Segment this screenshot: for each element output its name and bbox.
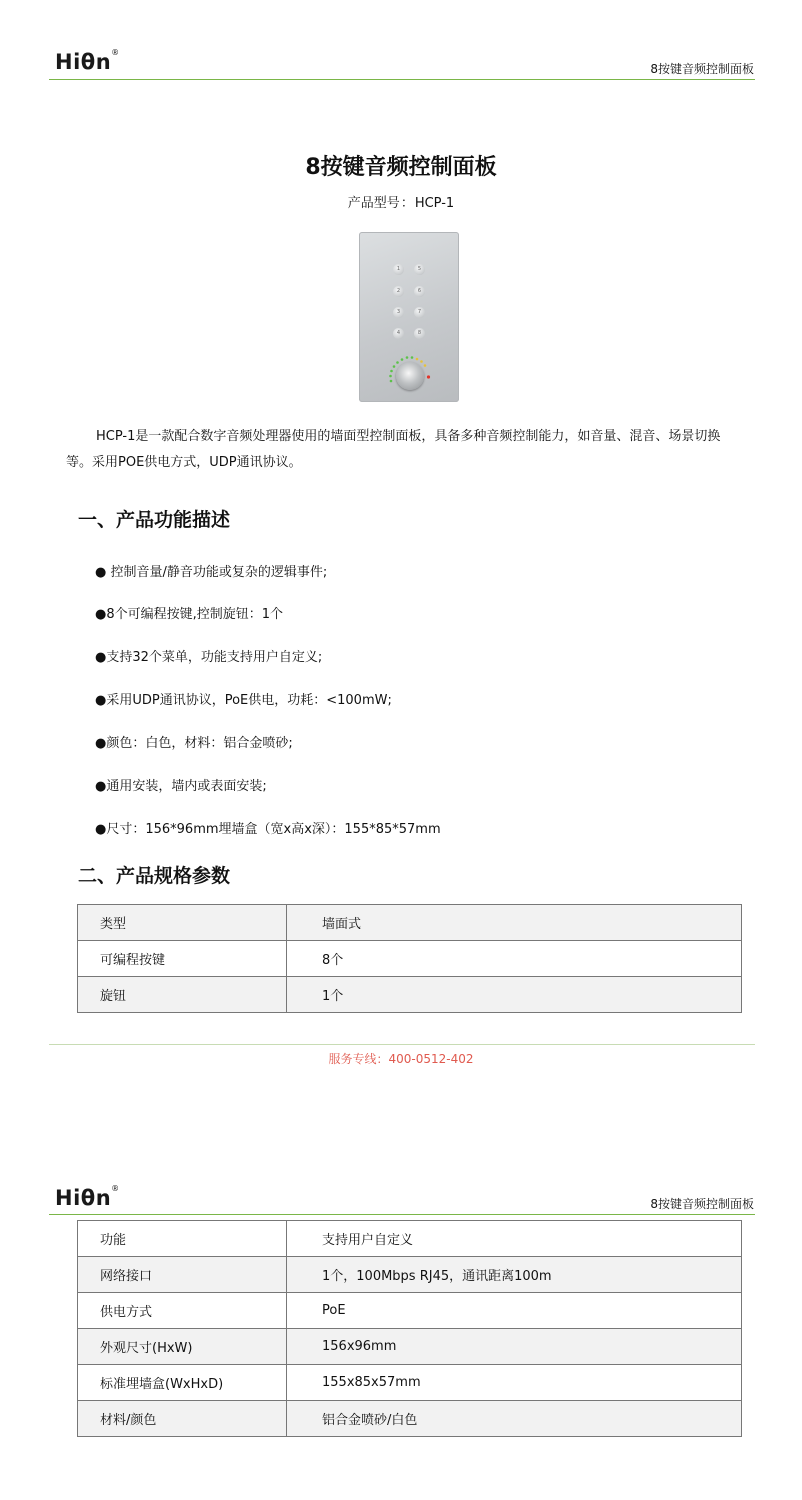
panel-button-1: 1: [393, 264, 404, 275]
feature-item: ●8个可编程按键,控制旋钮：1个: [95, 607, 284, 622]
logo-mark: ®: [111, 1184, 120, 1193]
section-1-heading: 一、产品功能描述: [78, 509, 231, 531]
table-row: [78, 1329, 742, 1365]
feature-item: ●采用UDP通讯协议，PoE供电，功耗：<100mW;: [95, 693, 392, 708]
section-2-heading: 二、产品规格参数: [78, 865, 231, 887]
panel-button-8: 8: [414, 328, 425, 339]
spec-key: 外观尺寸(HxW): [78, 1329, 287, 1365]
spec-key: 旋钮: [78, 977, 287, 1013]
spec-value: 156x96mm: [287, 1329, 742, 1365]
panel-button-3: 3: [393, 307, 404, 318]
spec-key: 材料/颜色: [78, 1401, 287, 1437]
spec-key: 可编程按键: [78, 941, 287, 977]
spec-table-1: [77, 904, 742, 1013]
brand-logo: [55, 50, 120, 74]
product-image: [359, 232, 459, 402]
feature-item: ●通用安装，墙内或表面安装;: [95, 779, 267, 794]
table-row: [78, 941, 742, 977]
logo-text: Hiθn: [55, 50, 112, 74]
header-doc-title: 8按键音频控制面板: [650, 62, 754, 76]
model-label: 产品型号: [347, 196, 400, 211]
spec-value: 8个: [287, 941, 742, 977]
table-row: [78, 1365, 742, 1401]
header-divider: [49, 1214, 755, 1215]
spec-value: 1个: [287, 977, 742, 1013]
spec-key: 标准埋墙盒(WxHxD): [78, 1365, 287, 1401]
feature-item: ●颜色：白色，材料：铝合金喷砂;: [95, 736, 293, 751]
table-row: [78, 1257, 742, 1293]
spec-key: 网络接口: [78, 1257, 287, 1293]
spec-value: 墙面式: [287, 905, 742, 941]
logo-text: Hiθn: [55, 1186, 112, 1210]
spec-key: 功能: [78, 1221, 287, 1257]
spec-table-2: [77, 1220, 742, 1437]
feature-item: ●支持32个菜单，功能支持用户自定义;: [95, 650, 323, 665]
panel-button-2: 2: [393, 286, 404, 297]
model-line: 产品型号：HCP-1: [347, 196, 455, 211]
feature-item: ●尺寸：156*96mm埋墙盒（宽x高x深）：155*85*57mm: [95, 822, 441, 837]
spec-value: 1个，100Mbps RJ45，通讯距离100m: [287, 1257, 742, 1293]
logo-mark: ®: [111, 48, 120, 57]
page-title: 8按键音频控制面板: [305, 155, 497, 180]
table-row: [78, 1221, 742, 1257]
spec-value: 支持用户自定义: [287, 1221, 742, 1257]
model-value: HCP-1: [414, 196, 455, 211]
spec-key: 供电方式: [78, 1293, 287, 1329]
feature-item: ● 控制音量/静音功能或复杂的逻辑事件;: [95, 565, 328, 580]
volume-knob: [396, 362, 424, 390]
intro-paragraph: HCP-1是一款配合数字音频处理器使用的墙面型控制面板，具备多种音频控制能力，如音量、混音、场景切换等。采用POE供电方式，UDP通讯协议。: [66, 429, 721, 470]
table-row: [78, 977, 742, 1013]
spec-key: 类型: [78, 905, 287, 941]
spec-value: PoE: [287, 1293, 742, 1329]
header-doc-title: 8按键音频控制面板: [650, 1197, 754, 1211]
service-hotline: 服务专线：400-0512-402: [328, 1052, 474, 1066]
panel-button-7: 7: [414, 307, 425, 318]
spec-value: 铝合金喷砂/白色: [287, 1401, 742, 1437]
table-row: [78, 1401, 742, 1437]
table-row: [78, 1293, 742, 1329]
page-2: [0, 1140, 802, 1500]
table-row: [78, 905, 742, 941]
spec-value: 155x85x57mm: [287, 1365, 742, 1401]
brand-logo: [55, 1186, 120, 1210]
panel-button-5: 5: [414, 264, 425, 275]
header-divider: [49, 79, 755, 80]
footer-divider: [49, 1044, 755, 1045]
panel-button-4: 4: [393, 328, 404, 339]
panel-button-6: 6: [414, 286, 425, 297]
